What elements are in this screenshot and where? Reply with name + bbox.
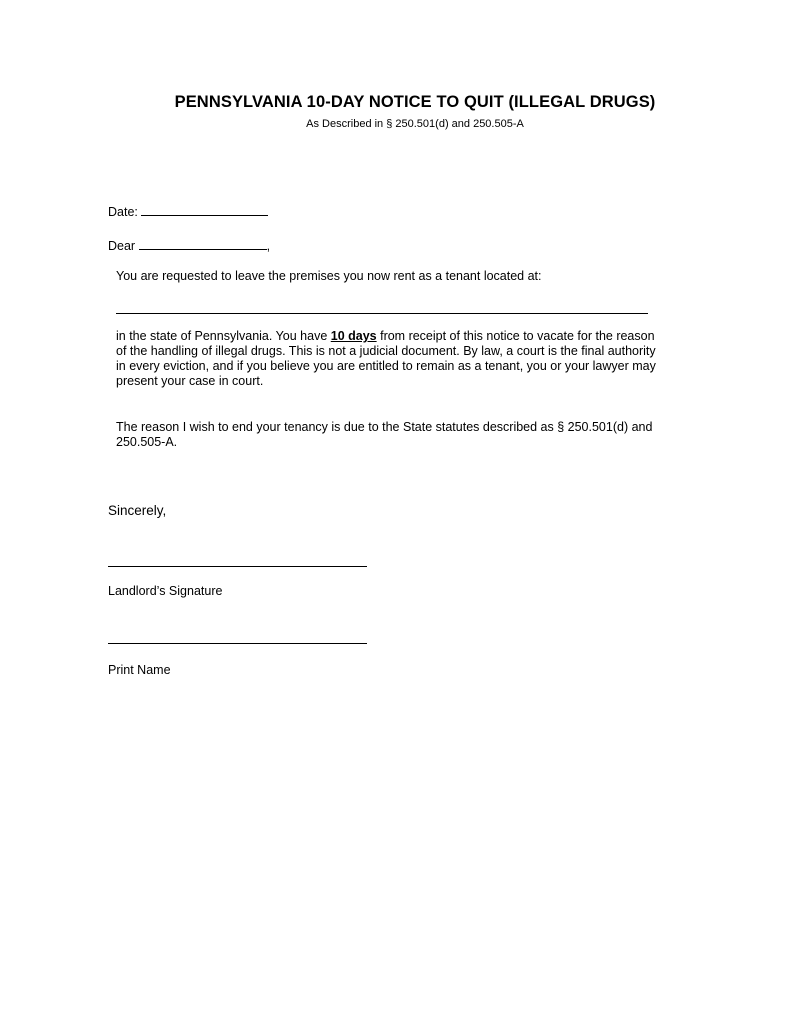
request-paragraph: You are requested to leave the premises you now rent as a tenant located at: [116, 269, 542, 283]
print-name-blank-field[interactable] [108, 643, 367, 644]
dear-comma: , [266, 239, 271, 253]
notice-text-rest: from receipt of this notice to vacate for the reason of the handling of illegal drugs. This is not a judicial document. By law, a court is the final authority in every eviction, and if you believe you are entitled to remain as a tenant, you or your lawyer may present your case in court. [116, 329, 656, 388]
document-subtitle: As Described in § 250.501(d) and 250.505-A [306, 118, 524, 130]
notice-text-start: in the state of Pennsylvania. You have [116, 329, 331, 343]
notice-paragraph [116, 329, 661, 389]
reason-paragraph: The reason I wish to end your tenancy is due to the State statutes described as § 250.501(d) and 250.505-A. [116, 420, 653, 449]
address-blank-field[interactable] [116, 313, 648, 314]
date-blank-field[interactable] [141, 203, 268, 216]
document-title: PENNSYLVANIA 10-DAY NOTICE TO QUIT (ILLEGAL DRUGS) [174, 93, 656, 111]
signature-blank-field[interactable] [108, 566, 367, 567]
notice-period-emphasis: 10 days [330, 329, 377, 343]
print-name-label: Print Name [108, 663, 171, 677]
closing-sincerely: Sincerely, [108, 503, 167, 518]
recipient-blank-field[interactable] [139, 237, 267, 250]
dear-label: Dear [108, 239, 136, 253]
signature-label: Landlord’s Signature [108, 584, 223, 598]
date-row [108, 203, 268, 219]
dear-row [108, 237, 270, 253]
date-label: Date: [108, 205, 138, 219]
